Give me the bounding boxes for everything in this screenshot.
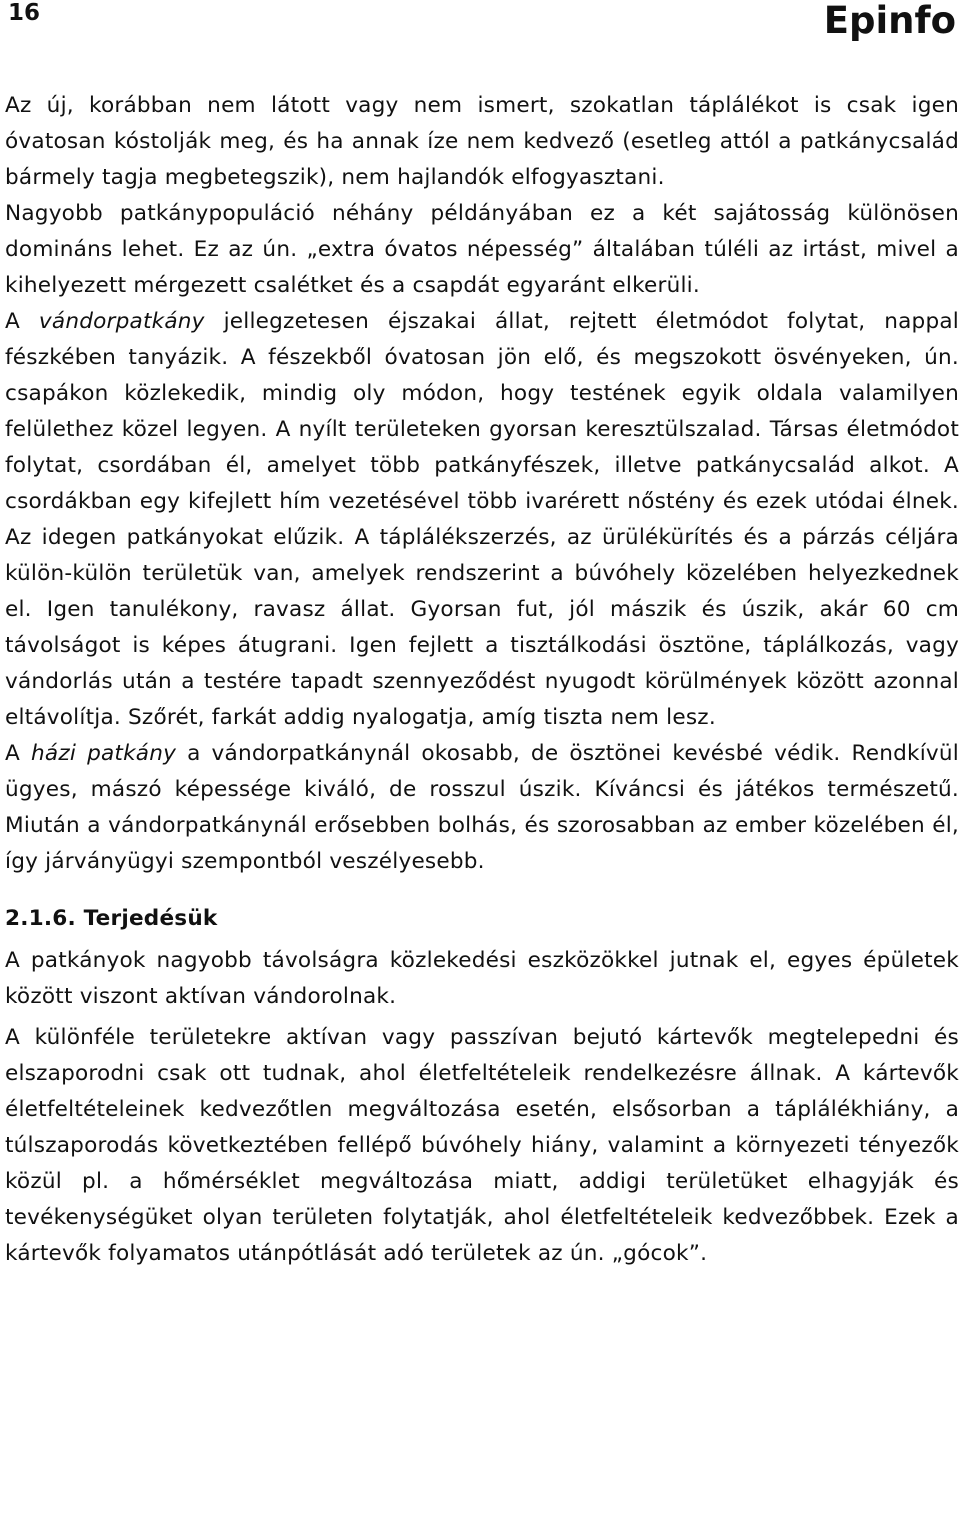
paragraph-black-rat [5, 736, 959, 880]
section-heading: 2.1.6. Terjedésük [5, 906, 218, 931]
text-span: A [5, 309, 39, 334]
document-body [5, 88, 959, 1272]
paragraph-brown-rat [5, 304, 959, 736]
text-span: A [5, 741, 31, 766]
paragraph-new-food: Az új, korábban nem látott vagy nem ismert, szokatlan táplálékot is csak igen óvatosan kóstolják meg, és ha annak íze nem kedvező (esetleg attól a patkánycsalád bármely tagja megbetegszik), nem hajlandók elfogyasztani. [5, 93, 959, 190]
text-span: jellegzetesen éjszakai állat, rejtett életmódot folytat, nappal fészkében tanyázik. A fészekből óvatosan jön elő, és megszokott ösvényeken, ún. csapákon közlekedik, mindig oly módon, hogy testének egyik oldala valamilyen felülethez közel legyen. A nyílt területeken gyorsan keresztülszalad. Társas életmódot folytat, csordában él, amelyet több patkányfészek, illetve patkánycsalád alkot. A csordákban egy kifejlett hím vezetésével több ivarérett nőstény és ezek utódai élnek. Az idegen patkányokat elűzik. A táplálékszerzés, az ürülékürítés és a párzás céljára külön-külön területük van, amelyek rendszerint a búvóhely közelében helyezkednek el. Igen tanulékony, ravasz állat. Gyorsan fut, jól mászik és úszik, akár 60 cm távolságot is képes átugrani. Igen fejlett a tisztálkodási ösztöne, táplálkozás, vagy vándorlás után a testére tapadt szennyeződést nyugodt körülmények között azonnal eltávolítja. Szőrét, farkát addig nyalogatja, amíg tiszta nem lesz. [5, 309, 959, 730]
species-name-black-rat: házi patkány [31, 741, 177, 766]
paragraph-foci: A különféle területekre aktívan vagy passzívan bejutó kártevők megtelepedni és elszaporodni csak ott tudnak, ahol életfeltételeik rendelkezésre állnak. A kártevők életfeltételeinek kedvezőtlen megváltozása esetén, elsősorban a táplálékhiány, a túlszaporodás következtében fellépő búvóhely hiány, valamint a környezeti tényezők közül pl. a hőmérséklet megváltozása miatt, addigi területüket elhagyják és tevékenységüket olyan területen folytatják, ahol életfeltételeik kedvezőbbek. Ezek a kártevők folyamatos utánpótlását adó területek az ún. „gócok”. [5, 1025, 959, 1266]
species-name-brown-rat: vándorpatkány [38, 309, 205, 334]
page-number: 16 [8, 0, 41, 26]
paragraph-extra-cautious: Nagyobb patkánypopuláció néhány példányában ez a két sajátosság különösen domináns lehet. Ez az ún. „extra óvatos népesség” általában túléli az irtást, mivel a kihelyezett mérgezett csalétket és a csapdát egyaránt elkerüli. [5, 201, 959, 298]
paragraph-spread: A patkányok nagyobb távolságra közlekedési eszközökkel jutnak el, egyes épületek között viszont aktívan vándorolnak. [5, 948, 959, 1009]
publisher-logo: Epinfo [823, 0, 956, 42]
text-span: a vándorpatkánynál okosabb, de ösztönei kevésbé védik. Rendkívül ügyes, mászó képessége kiváló, de rosszul úszik. Kíváncsi és játékos természetű. Miután a vándorpatkánynál erősebben bolhás, és szorosabban az ember közelében él, így járványügyi szempontból veszélyesebb. [5, 741, 959, 874]
